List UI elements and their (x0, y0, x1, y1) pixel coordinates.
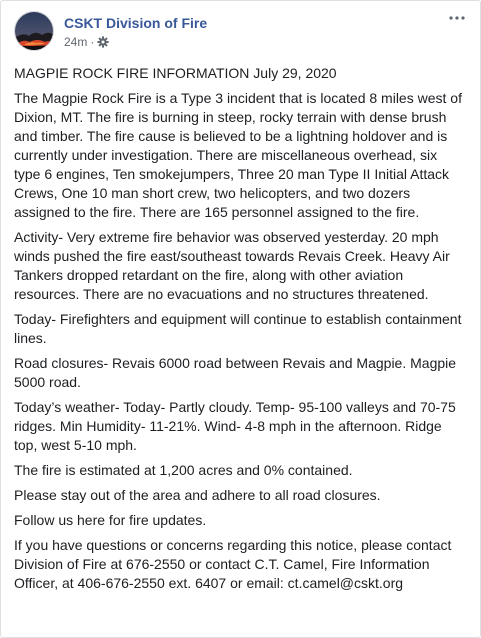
post-paragraph-stay-out: Please stay out of the area and adhere to all road closures. (14, 487, 381, 503)
post-body (14, 64, 466, 599)
post-paragraph-follow: Follow us here for fire updates. (14, 512, 207, 528)
post-timestamp[interactable]: 24m (64, 35, 88, 49)
meta-separator: · (90, 35, 95, 49)
post-paragraph-weather: Today’s weather- Today- Partly cloudy. Temp- 95-100 valleys and 70-75 ridges. Min Humidity- 11-21%. Wind- 4-8 mph in the afternoon. Ridge top, west 5-10 mph. (14, 399, 456, 453)
post-paragraph-estimate: The fire is estimated at 1,200 acres and 0% contained. (14, 462, 353, 478)
fire-landscape-image (15, 12, 53, 50)
post-meta (64, 35, 109, 49)
post-paragraph-activity: Activity- Very extreme fire behavior was observed yesterday. 20 mph winds pushed the fire east/southeast towards Revais Creek. Heavy Air Tankers dropped retardant on the fire, along with other aviation resources. There are no evacuations and no structures threatened. (14, 229, 450, 302)
page-avatar[interactable] (14, 11, 54, 51)
post-paragraph-contact: If you have questions or concerns regarding this notice, please contact Division of Fire at 676-2550 or contact C.T. Camel, Fire Information Officer, at 406-676-2550 ext. 6407 or email: ct.camel@cskt.org (14, 537, 452, 591)
gear-icon[interactable] (97, 36, 109, 48)
post-header (14, 11, 470, 55)
post-paragraph-overview: The Magpie Rock Fire is a Type 3 incident that is located 8 miles west of Dixion, MT. The fire is burning in steep, rocky terrain with dense brush and timber. The fire cause is believed to be a lightning holdover and is currently under investigation. There are miscellaneous overhead, six type 6 engines, Ten smokejumpers, Three 20 man Type II Initial Attack Crews, One 10 man short crew, two helicopters, and two dozers assigned to the fire. There are 165 personnel assigned to the fire. (14, 90, 462, 220)
post-title: MAGPIE ROCK FIRE INFORMATION July 29, 2020 (14, 65, 337, 81)
more-options-icon[interactable] (446, 11, 468, 25)
post-paragraph-today: Today- Firefighters and equipment will continue to establish containment lines. (14, 311, 462, 346)
post-paragraph-road-closures: Road closures- Revais 6000 road between Revais and Magpie. Magpie 5000 road. (14, 355, 457, 390)
page-name-link[interactable]: CSKT Division of Fire (64, 15, 208, 31)
